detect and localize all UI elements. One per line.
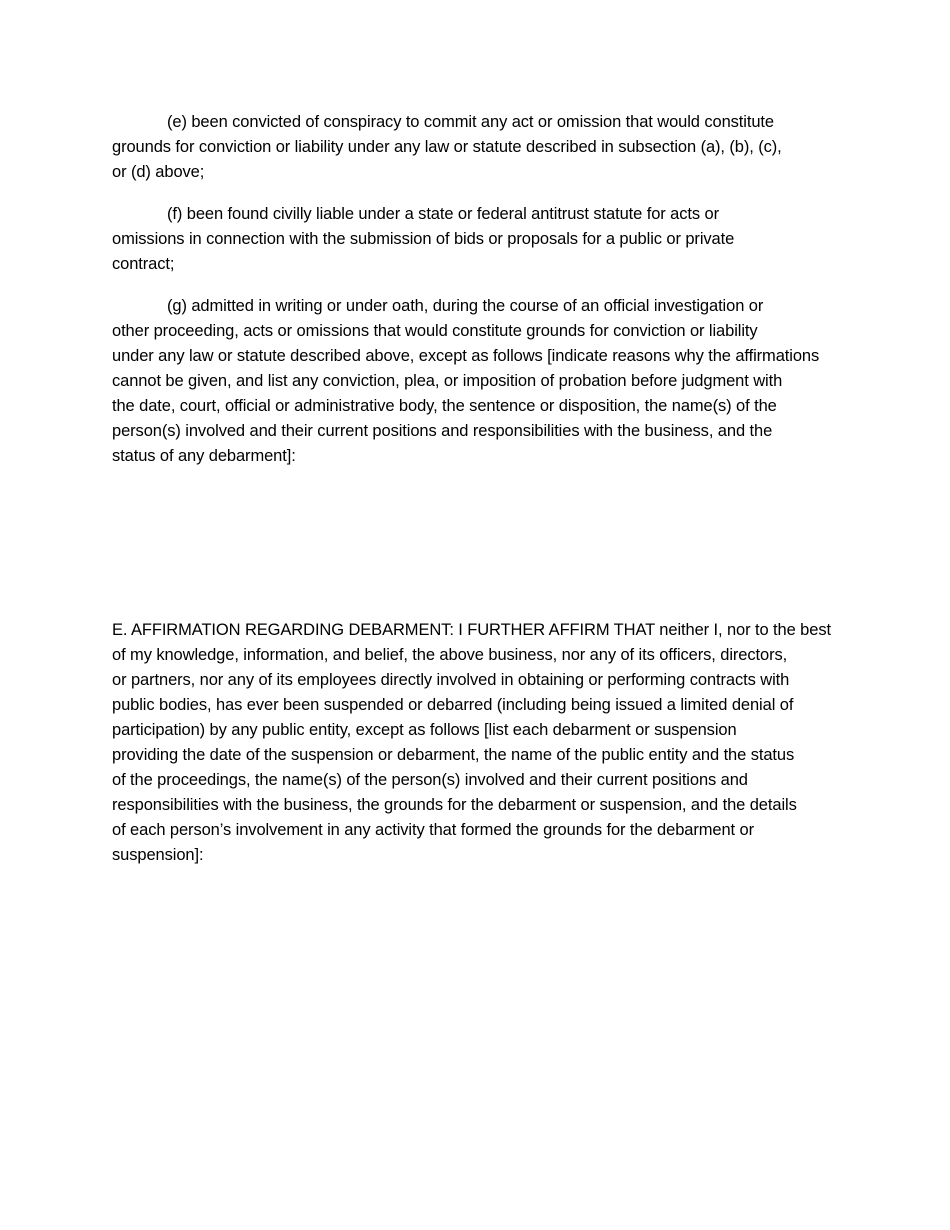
paragraph-e — [112, 110, 872, 185]
paragraph-line: of my knowledge, information, and belief, the above business, nor any of its officers, directors, — [112, 646, 788, 664]
blank-response-area — [112, 469, 872, 618]
paragraph-line: of each person’s involvement in any activity that formed the grounds for the debarment or — [112, 821, 754, 839]
paragraph-line: under any law or statute described above, except as follows [indicate reasons why the affirmations — [112, 347, 820, 365]
paragraph-line: the date, court, official or administrative body, the sentence or disposition, the name(s) of the — [112, 397, 777, 415]
paragraph-line: of the proceedings, the name(s) of the person(s) involved and their current positions and — [112, 771, 748, 789]
paragraph-line: person(s) involved and their current positions and responsibilities with the business, and the — [112, 422, 773, 440]
paragraph-line: other proceeding, acts or omissions that would constitute grounds for conviction or liability — [112, 322, 758, 340]
paragraph-g — [112, 294, 872, 469]
paragraph-line: cannot be given, and list any conviction, plea, or imposition of probation before judgment with — [112, 372, 783, 390]
spacer — [112, 277, 872, 294]
spacer — [112, 185, 872, 202]
paragraph-line: responsibilities with the business, the grounds for the debarment or suspension, and the details — [112, 796, 797, 814]
paragraph-line: public bodies, has ever been suspended or debarred (including being issued a limited denial of — [112, 696, 794, 714]
paragraph-line: or (d) above; — [112, 163, 205, 181]
paragraph-line: status of any debarment]: — [112, 447, 296, 465]
paragraph-line: E. AFFIRMATION REGARDING DEBARMENT: I FURTHER AFFIRM THAT neither I, nor to the best — [112, 621, 831, 639]
paragraph-f — [112, 202, 872, 277]
paragraph-line: (f) been found civilly liable under a state or federal antitrust statute for acts or — [167, 205, 719, 223]
paragraph-line: participation) by any public entity, except as follows [list each debarment or suspension — [112, 721, 737, 739]
paragraph-line: (e) been convicted of conspiracy to commit any act or omission that would constitute — [167, 113, 774, 131]
paragraph-line: (g) admitted in writing or under oath, during the course of an official investigation or — [167, 297, 764, 315]
paragraph-line: or partners, nor any of its employees directly involved in obtaining or performing contracts with — [112, 671, 790, 689]
section-e-debarment-affirmation — [112, 618, 872, 868]
paragraph-line: grounds for conviction or liability under any law or statute described in subsection (a), (b), (c), — [112, 138, 782, 156]
paragraph-line: contract; — [112, 255, 175, 273]
paragraph-line: providing the date of the suspension or debarment, the name of the public entity and the status — [112, 746, 795, 764]
paragraph-line: omissions in connection with the submission of bids or proposals for a public or private — [112, 230, 735, 248]
document-page — [112, 110, 872, 868]
paragraph-line: suspension]: — [112, 846, 204, 864]
